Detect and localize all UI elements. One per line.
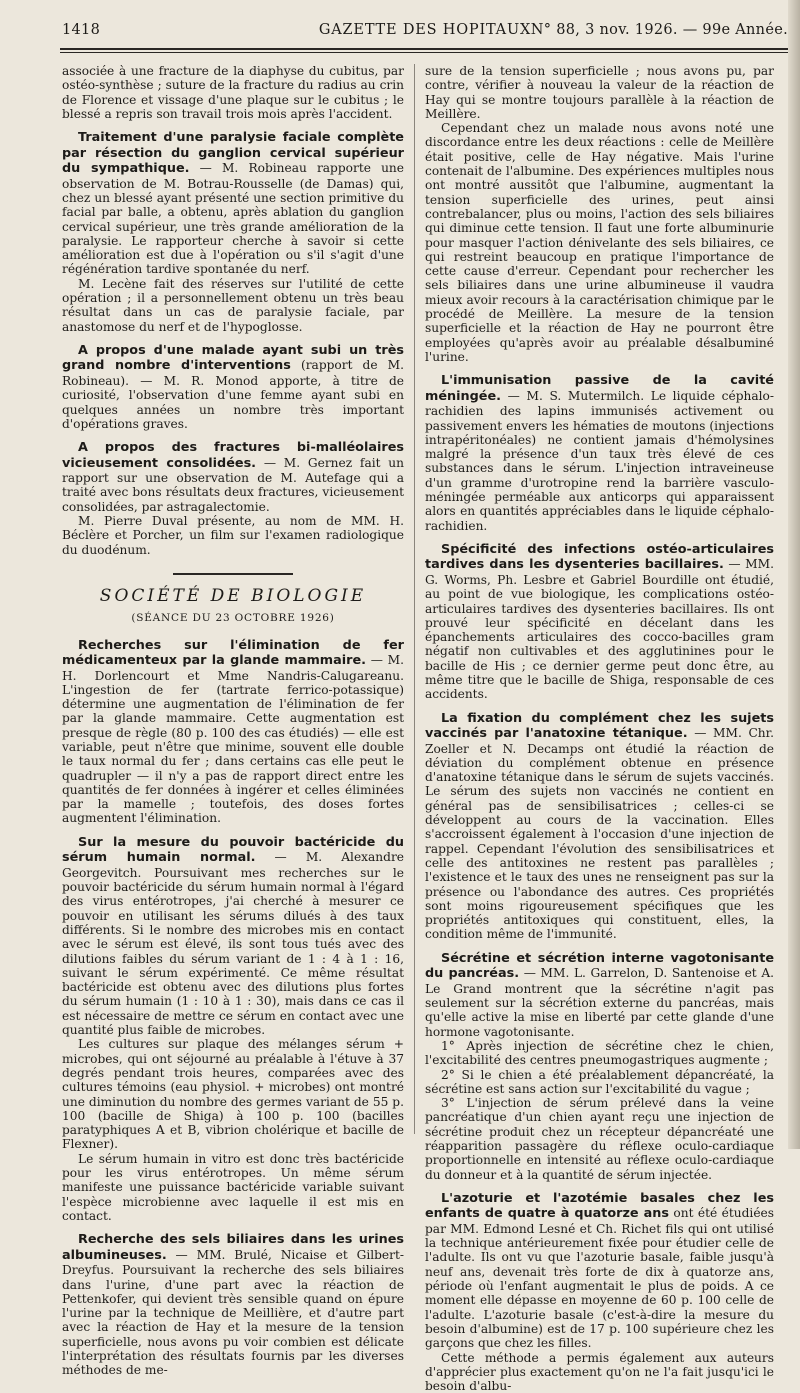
article-interventions [62, 343, 404, 431]
article-bile-salts [62, 1232, 404, 1377]
article-body: — M. H. Dorlencourt et Mme Nandris-Calugareanu. L'ingestion de fer (tartrate ferrico-potassique) détermine une augmentation de l'élimination de fer par la glande mammaire. Cette augmentation est presque de règle (80 p. 100 des cas étudiés) — elle est variable, peut n'être que minime, souvent elle double le taux normal du fer ; dans certains cas elle peut le quadrupler — il n'y a pas de rapport direct entre les quantités de fer données à ingérer et celles éliminées par la mamelle ; toutefois, des doses fortes augmentent l'élimination. [62, 653, 404, 826]
article-paragraph: M. Pierre Duval présente, au nom de MM. H. Béclère et Porcher, un film sur l'examen radiologique du duodénum. [62, 514, 404, 557]
article-secretin [425, 951, 774, 1182]
list-item: 3° L'injection de sérum prélevé dans la veine pancréatique d'un chien ayant reçu une injection de sécrétine produit chez un récepteur dépancréaté une réapparition passagère du réflexe oculo-cardiaque proportionnelle en intensité au réflexe oculo-cardiaque du donneur et à la quantité de sérum injectée. [425, 1096, 774, 1182]
article-paragraph: M. Lecène fait des réserves sur l'utilité de cette opération ; il a personnellement obtenu un très beau résultat dans un cas de paralysie faciale, par anastomose du nerf et de l'hypoglosse. [62, 276, 404, 334]
journal-title: GAZETTE DES HOPITAUX [318, 22, 532, 38]
article-body: — M. Gernez fait un rapport sur une observation de M. Autefage qui a traité avec bons résultats deux fractures, vicieusement consolidées, par astragalectomie. [62, 455, 404, 514]
article-paragraph: Le sérum humain in vitro est donc très bactéricide pour les virus entérotropes. Un même sérum manifeste une puissance bactéricide variable suivant l'espèce microbienne avec laquelle il est mis en contact. [62, 1151, 404, 1223]
column-divider [414, 64, 415, 1134]
continued-paragraph: associée à une fracture de la diaphyse du cubitus, par ostéo-synthèse ; suture de la fracture du radius au crin de Florence et vissage d'une plaque sur le cubitus ; le blessé a repris son travail trois mois après l'accident. [62, 64, 404, 121]
article-body: — M. S. Mutermilch. Le liquide céphalo-rachidien des lapins immunisés activement ou passivement envers les hématies de moutons (injections intrapéritonéales) ne contient jamais d'hémolysines malgré la présence d'un taux très élevé de ces substances dans le sérum. L'injection intraveineuse d'un gramme d'urotropine rend la barrière vasculo-méningée perméable aux anticorps qui apparaissent alors en quantités appréciables dans le liquide céphalo-rachidien. [425, 388, 774, 533]
header-rule [60, 48, 788, 50]
article-title: A propos des fractures bi-malléolaires vicieusement consolidées. [62, 440, 404, 471]
page-header [62, 22, 788, 44]
page-number: 1418 [62, 22, 101, 38]
article-body: ont été étudiées par MM. Edmond Lesné et Ch. Richet fils qui ont utilisé la technique antérieurement fixée pour étudier celle de l'adulte. Ils ont vu que l'azoturie basale, faible jusqu'à neuf ans, devenait très forte de dix à quatorze ans, période où l'enfant augmentait le plus de poids. A ce moment elle dépasse en moyenne de 60 p. 100 celle de l'adulte. L'azoturie basale (c'est-à-dire la mesure du besoin d'albumine) est de 17 p. 100 supérieure chez les garçons que chez les filles. [425, 1206, 775, 1351]
left-column [62, 64, 404, 1378]
article-body: (rapport de M. Robineau). — M. R. Monod apporte, à titre de curiosité, l'observation d'une femme ayant subi en quelques années un nombre très important d'opérations graves. [62, 358, 404, 431]
article-title: Sécrétine et sécrétion interne vagotonisante du pancréas. [425, 950, 774, 982]
society-title: SOCIÉTÉ DE BIOLOGIE [99, 585, 367, 606]
list-item: 2° Si le chien a été préalablement dépancréaté, la sécrétine est sans action sur l'excitabilité du vague ; [425, 1067, 774, 1096]
article-title: L'immunisation passive de la cavité méningée. [425, 373, 774, 404]
article-title: La fixation du complément chez les sujets vaccinés par l'anatoxine tétanique. [425, 710, 774, 742]
article-complement-fixation [425, 711, 774, 942]
article-title: Recherche des sels biliaires dans les urines albumineuses. [62, 1232, 404, 1263]
article-paragraph: Cependant chez un malade nous avons noté une discordance entre les deux réactions : celle de Meillère était positive, celle de Hay négative. Mais l'urine contenait de l'albumine. Des expériences multiples nous ont montré aussitôt que l'albumine, augmentant la tension superficielle des urines, peut ainsi contrebalancer, plus ou moins, l'action des sels biliaires qui diminue cette tension. Il faut une forte albuminurie pour masquer l'action dénivelante des sels biliaires, ce qui restreint beaucoup en pratique l'importance de cette cause d'erreur. Cependant pour rechercher les sels biliaires dans une urine albumineuse il vaudra mieux avoir recours à la caractérisation chimique par le procédé de Meillère. La mesure de la tension superficielle et la réaction de Hay ne pourront être employées qu'après avoir au préalable désalbuminé l'urine. [425, 121, 774, 364]
article-iron-elimination [62, 638, 404, 826]
article-title: Sur la mesure du pouvoir bactéricide du sérum humain normal. [62, 834, 404, 866]
article-bactericidal-serum [62, 835, 404, 1223]
article-bimalleolar-fractures [62, 440, 404, 557]
article-title: L'azoturie et l'azotémie basales chez les enfants de quatre à quatorze ans [425, 1190, 774, 1222]
article-body: — MM. L. Garrelon, D. Santenoise et A. Le Grand montrent que la sécrétine n'agit pas seulement sur la sécrétion externe du pancréas, mais qu'elle active la mise en liberté par cette glande d'une hormone vagotonisante. [425, 966, 774, 1039]
article-title: A propos d'une malade ayant subi un très grand nombre d'interventions [62, 342, 404, 374]
article-body: — MM. Chr. Zoeller et N. Decamps ont étudié la réaction de déviation du complément obtenue en présence d'anatoxine tétanique dans le sérum de sujets vaccinés. Le sérum des sujets non vaccinés ne contient en général pas de sensibilisatrices ; celles-ci se développent au cours de la vaccination. Elles s'accroissent également à l'occasion d'une injection de rappel. Cependant l'évolution des sensibilisatrices et celle des antitoxines ne restent pas parallèles ; l'existence et le taux des unes ne renseignent pas sur la présence ou l'abondance des autres. Ces propriétés sont moins rigoureusement spécifiques que les propriétés antitoxiques qui constituent, elles, la condition même de l'immunité. [425, 726, 774, 942]
article-body: — MM. G. Worms, Ph. Lesbre et Gabriel Bourdille ont étudié, au point de vue biologique, les complications ostéo-articulaires tardives des dysenteries bacillaires. Ils ont prouvé leur spécificité en décelant dans les épanchements articulaires des cocco-bacilles gram négatif non cultivables et des agglutinines pour le bacille de His ; ce dernier germe peut donc être, au même titre que le bacille de Shiga, responsable de ces accidents. [425, 557, 774, 702]
article-title: Spécificité des infections ostéo-articulaires tardives dans les dysenteries bacillaires. [425, 541, 774, 573]
session-date: (SÉANCE DU 23 OCTOBRE 1926) [131, 612, 335, 625]
article-azoturia [425, 1191, 774, 1393]
article-osteo-articular-infections [425, 542, 774, 702]
page-edge-shadow [788, 0, 800, 1149]
article-meningeal-immunisation [425, 373, 774, 533]
article-title: Traitement d'une paralysie faciale complète par résection du ganglion cervical supérieur du sympathique. [62, 130, 404, 177]
article-facial-paralysis [62, 130, 404, 334]
article-paragraph: Cette méthode a permis également aux auteurs d'apprécier plus exactement qu'on ne l'a fait jusqu'ici le besoin d'albu- [425, 1350, 774, 1393]
right-column [425, 64, 774, 1393]
header-rule-thin [60, 52, 788, 53]
article-title: Recherches sur l'élimination de fer médicamenteux par la glande mammaire. [62, 637, 404, 669]
article-body: — M. Robineau rapporte une observation de M. Botrau-Rousselle (de Damas) qui, chez un blessé ayant présenté une section primitive du facial par balle, a obtenu, après ablation du ganglion cervical supérieur, une très grande amélioration de la paralysie. Le rapporteur cherche à savoir si cette amélioration est due à l'opération ou s'il s'agit d'une régénération tardive spontanée du nerf. [62, 161, 404, 277]
article-body: — M. Alexandre Georgevitch. Poursuivant mes recherches sur le pouvoir bactéricide du sérum humain normal à l'égard des virus entérotropes, j'ai cherché à mesurer ce pouvoir en utilisant les sérums dilués à des taux différents. Si le nombre des microbes mis en contact avec le sérum est élevé, ils sont tous tués avec des dilutions faibles du sérum variant de 1 : 4 à 1 : 16, suivant le sérum expérimenté. Ce même résultat bactéricide est obtenu avec des dilutions plus fortes du sérum humain (1 : 10 à 1 : 30), mais dans ce cas il est nécessaire de mettre ce sérum en contact avec une quantité plus faible de microbes. [62, 850, 404, 1038]
list-item: 1° Après injection de sécrétine chez le chien, l'excitabilité des centres pneumogastriques augmente ; [425, 1038, 774, 1068]
issue-info: N° 88, 3 nov. 1926. — 99e Année. [530, 22, 788, 38]
article-paragraph: Les cultures sur plaque des mélanges sérum + microbes, qui ont séjourné au préalable à l'étuve à 37 degrés pendant trois heures, comparées avec des cultures témoins (eau physiol. + microbes) ont montré une diminution du nombre des germes variant de 55 p. 100 (bacille de Shiga) à 100 p. 100 (bacilles paratyphiques A et B, vibrion cholérique et bacille de Flexner). [62, 1037, 404, 1152]
continued-paragraph: sure de la tension superficielle ; nous avons pu, par contre, vérifier à nouveau la valeur de la réaction de Hay qui se montre toujours parallèle à la réaction de Meillère. [425, 64, 774, 121]
section-divider [173, 573, 293, 575]
article-body: — MM. Brulé, Nicaise et Gilbert-Dreyfus. Poursuivant la recherche des sels biliaires dans l'urine, d'une part avec la réaction de Pettenkofer, qui devient très sensible quand on épure l'urine par la technique de Meillière, et d'autre part avec la réaction de Hay et la mesure de la tension superficielle, nous avons pu voir combien est délicate l'interprétation des résultats fournis par les diverses méthodes de me- [62, 1247, 404, 1378]
